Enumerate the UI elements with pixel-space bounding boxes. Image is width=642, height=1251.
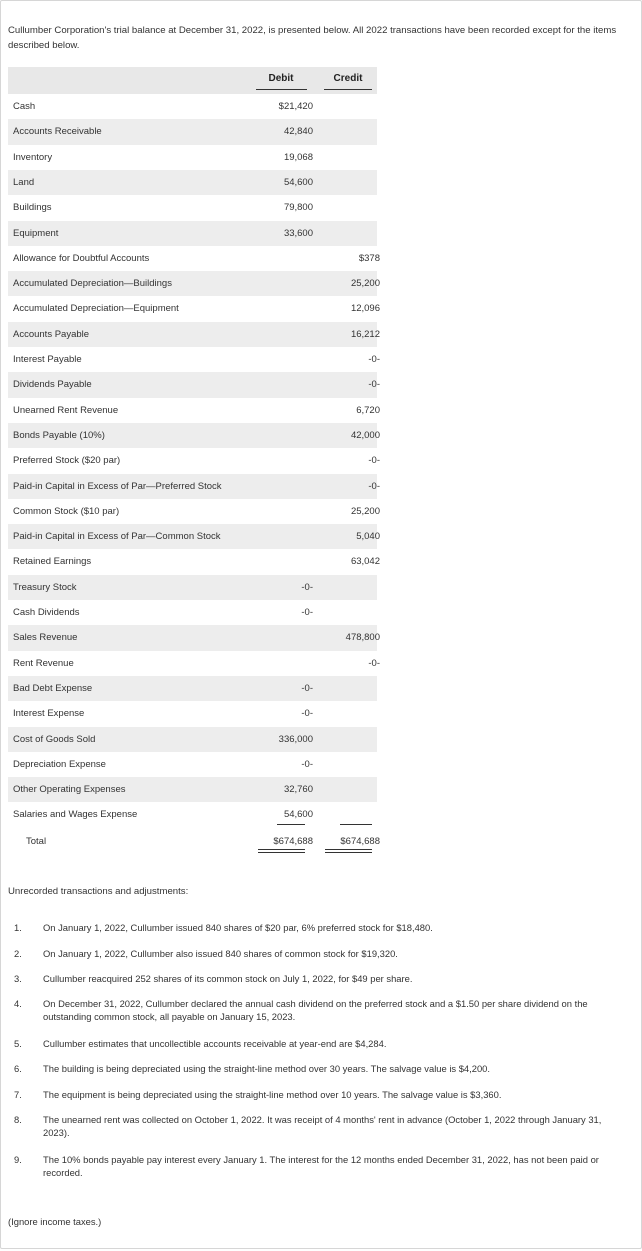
table-row [8, 145, 377, 170]
credit-amount: -0- [368, 379, 380, 391]
table-row [8, 777, 377, 802]
account-name: Equipment [13, 227, 59, 239]
item-text: The unearned rent was collected on October 1, 2022. It was receipt of 4 months' rent in advance (October 1, 2022 through January 31, 2023). [43, 1114, 602, 1138]
account-name: Interest Expense [13, 708, 85, 720]
table-row [8, 246, 380, 271]
account-name: Sales Revenue [13, 632, 78, 644]
debit-amount: 336,000 [278, 733, 313, 745]
credit-amount: -0- [368, 455, 380, 467]
account-name: Retained Earnings [13, 556, 92, 568]
table-row [8, 625, 380, 650]
table-row [8, 524, 380, 549]
account-name: Paid-in Capital in Excess of Par—Preferred Stock [13, 480, 222, 492]
table-row [8, 322, 380, 347]
credit-amount: -0- [368, 354, 380, 365]
item-number: 2. [14, 948, 22, 959]
table-row [8, 347, 380, 372]
debit-amount: 42,840 [283, 126, 313, 138]
debit-amount: 33,600 [283, 227, 313, 239]
table-row [8, 600, 377, 625]
table-row [8, 499, 380, 524]
item-number: 1. [14, 922, 22, 933]
table-row [8, 448, 380, 473]
account-name: Common Stock ($10 par) [13, 505, 120, 517]
account-name: Rent Revenue [13, 657, 74, 669]
credit-amount: 16,212 [350, 328, 380, 340]
debit-total-underline [277, 824, 305, 825]
item-text: Cullumber estimates that uncollectible accounts receivable at year-end are $4,284. [43, 1038, 387, 1049]
debit-amount: 54,600 [283, 809, 313, 821]
intro-text: Cullumber Corporation's trial balance at December 31, 2022, is presented below. All 2022 transactions have been recorded except for the items described below. [8, 25, 617, 51]
credit-total: $674,688 [340, 835, 380, 847]
credit-amount: 63,042 [350, 556, 380, 568]
account-name: Allowance for Doubtful Accounts [13, 252, 150, 264]
table-row [8, 676, 377, 701]
account-name: Salaries and Wages Expense [13, 809, 138, 821]
item-text: The building is being depreciated using the straight-line method over 30 years. The salvage value is $4,200. [43, 1063, 490, 1074]
debit-amount: -0- [301, 682, 313, 694]
debit-total: $674,688 [273, 835, 313, 847]
debit-column-header: Debit [268, 73, 294, 84]
item-number: 7. [14, 1089, 22, 1100]
item-text: Cullumber reacquired 252 shares of its common stock on July 1, 2022, for $49 per share. [43, 973, 413, 984]
table-row [8, 119, 377, 144]
item-text: On December 31, 2022, Cullumber declared the annual cash dividend on the preferred stock and a $1.50 per share dividend on the outstanding common stock, all payable on January 15, 2023. [43, 998, 588, 1022]
trial-balance-header [8, 67, 377, 94]
account-name: Accounts Payable [13, 328, 90, 340]
item-number: 8. [14, 1114, 22, 1125]
debit-amount: -0- [301, 758, 313, 770]
account-name: Unearned Rent Revenue [13, 404, 119, 416]
account-name: Cash [13, 101, 36, 112]
debit-amount: $21,420 [278, 101, 313, 112]
table-row [8, 94, 377, 119]
table-row [8, 221, 377, 246]
account-name: Interest Payable [13, 354, 82, 365]
debit-amount: -0- [301, 708, 313, 720]
debit-header-underline [256, 89, 307, 90]
credit-header-underline [324, 89, 372, 90]
debit-total-double-underline [258, 849, 305, 853]
credit-amount: -0- [368, 657, 380, 669]
total-row [8, 829, 380, 854]
debit-amount: -0- [301, 607, 313, 618]
table-row [8, 398, 380, 423]
table-row [8, 195, 377, 220]
account-name: Treasury Stock [13, 581, 77, 593]
account-name: Accumulated Depreciation—Equipment [13, 303, 179, 315]
table-row [8, 271, 380, 296]
credit-amount: 42,000 [350, 429, 380, 441]
account-name: Accounts Receivable [13, 126, 102, 138]
debit-amount: 32,760 [283, 784, 313, 796]
table-row [8, 474, 380, 499]
table-row [8, 296, 380, 321]
table-row [8, 727, 377, 752]
account-name: Land [13, 176, 35, 188]
debit-amount: 19,068 [283, 151, 313, 163]
table-row [8, 372, 380, 397]
credit-column-header: Credit [333, 73, 363, 84]
account-name: Cost of Goods Sold [13, 733, 96, 745]
total-label: Total [26, 835, 47, 847]
account-name: Bad Debt Expense [13, 682, 93, 694]
credit-amount: $378 [358, 252, 380, 264]
unrecorded-heading: Unrecorded transactions and adjustments: [8, 886, 189, 897]
account-name: Depreciation Expense [13, 758, 106, 770]
account-name: Paid-in Capital in Excess of Par—Common Stock [13, 531, 221, 543]
account-name: Inventory [13, 151, 53, 163]
item-number: 5. [14, 1038, 22, 1049]
credit-amount: 25,200 [350, 505, 380, 517]
account-name: Preferred Stock ($20 par) [13, 455, 121, 467]
credit-amount: 5,040 [356, 531, 380, 543]
item-number: 9. [14, 1154, 22, 1165]
table-row [8, 701, 377, 726]
account-name: Other Operating Expenses [13, 784, 126, 796]
item-text: The 10% bonds payable pay interest every January 1. The interest for the 12 months ended December 31, 2022, has not been paid or recorded. [43, 1154, 599, 1178]
credit-amount: -0- [368, 480, 380, 492]
table-row [8, 549, 380, 574]
item-number: 3. [14, 973, 22, 984]
account-name: Accumulated Depreciation—Buildings [13, 278, 172, 290]
table-row [8, 802, 377, 827]
item-text: The equipment is being depreciated using the straight-line method over 10 years. The salvage value is $3,360. [43, 1089, 502, 1100]
credit-amount: 478,800 [345, 632, 380, 644]
item-number: 6. [14, 1063, 22, 1074]
table-row [8, 651, 380, 676]
table-row [8, 752, 377, 777]
debit-amount: 54,600 [283, 176, 313, 188]
credit-total-double-underline [325, 849, 372, 853]
account-name: Dividends Payable [13, 379, 92, 391]
table-row [8, 170, 377, 195]
table-row [8, 423, 380, 448]
credit-amount: 6,720 [356, 404, 380, 416]
credit-amount: 25,200 [350, 278, 380, 290]
item-text: On January 1, 2022, Cullumber also issued 840 shares of common stock for $19,320. [43, 948, 398, 959]
item-number: 4. [14, 998, 22, 1009]
account-name: Buildings [13, 202, 52, 214]
credit-total-underline [340, 824, 372, 825]
debit-amount: -0- [301, 581, 313, 593]
table-row [8, 575, 377, 600]
account-name: Bonds Payable (10%) [13, 429, 105, 441]
footer-note: (Ignore income taxes.) [8, 1216, 102, 1227]
item-text: On January 1, 2022, Cullumber issued 840 shares of $20 par, 6% preferred stock for $18,480. [43, 922, 433, 933]
credit-amount: 12,096 [350, 303, 380, 315]
debit-amount: 79,800 [283, 202, 313, 214]
account-name: Cash Dividends [13, 607, 80, 618]
